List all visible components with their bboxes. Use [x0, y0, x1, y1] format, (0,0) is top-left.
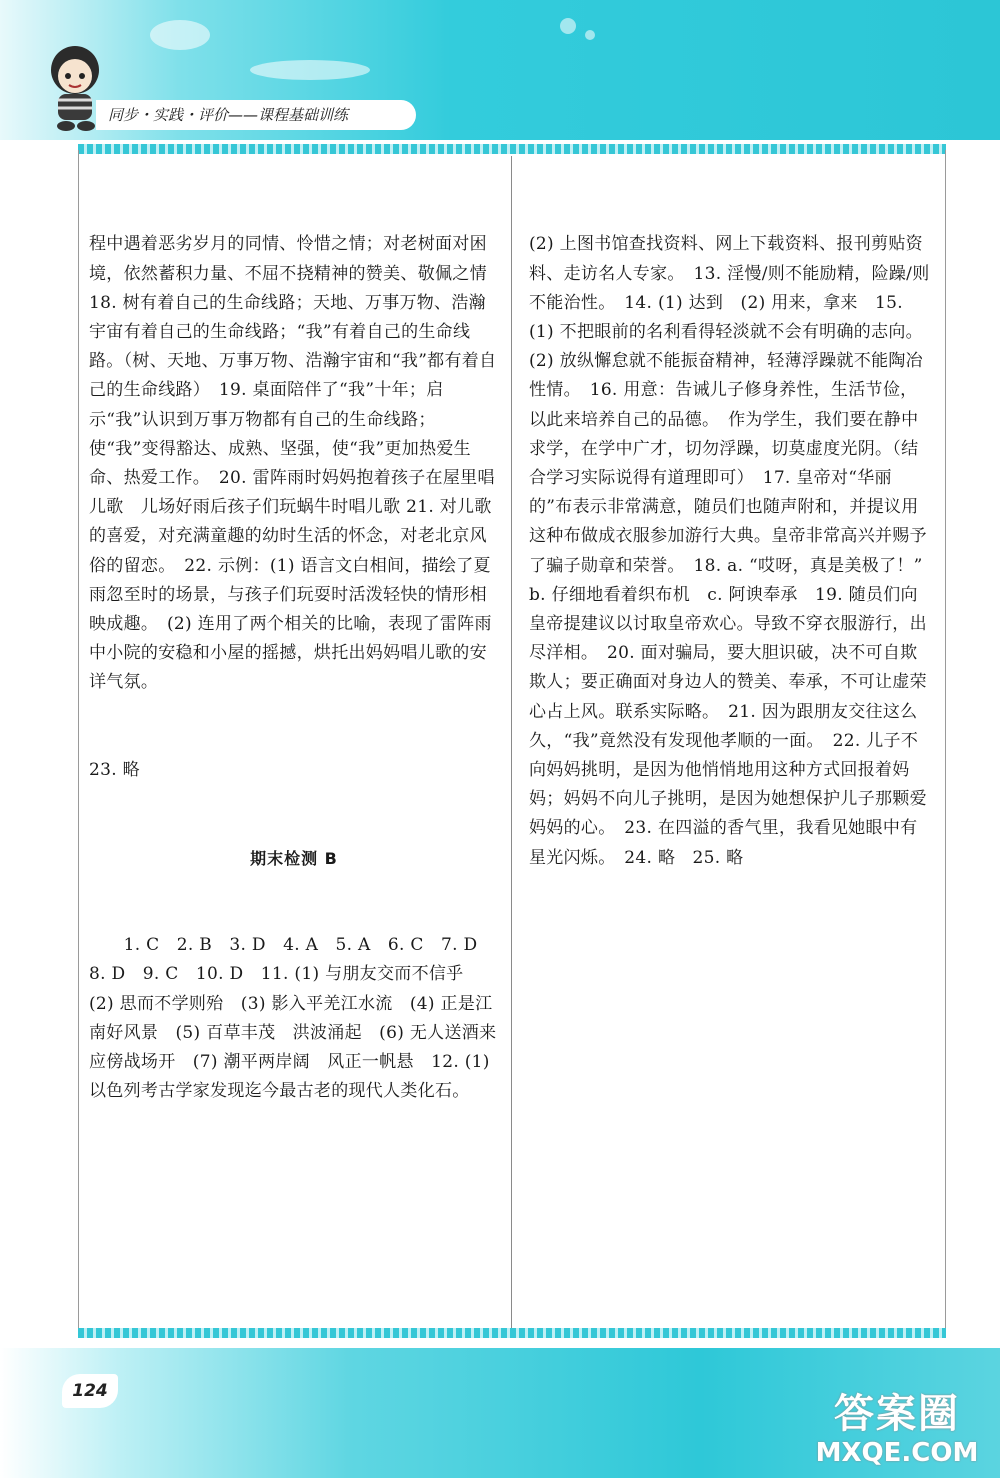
answer-paragraph: 1. C 2. B 3. D 4. A 5. A 6. C 7. D 8. D 9. C 10. D 11. (1) 与朋友交而不信乎 (2) 思而不学则殆 (3) 影入平羌江水流 (4) 正是江南好风景 (5) 百草丰茂 洪波涌起 (6) 无人送酒来 应傍战场开 (7) 潮平两岸阔 风正一帆悬 12. (1) 以色列考古学家发现迄今最古老的现代人类化石。	[89, 935, 514, 1102]
watermark-logo: 答案圈	[834, 1391, 960, 1437]
right-column	[529, 172, 940, 902]
page-number: 124	[62, 1374, 118, 1408]
left-column	[89, 172, 522, 1136]
column-divider	[511, 156, 512, 1328]
answer-paragraph: 23. 略	[89, 760, 140, 781]
answer-paragraph: (2) 上图书馆查找资料、网上下载资料、报刊剪贴资料、走访名人专家。 13. 淫慢/则不能励精，险躁/则不能治性。 14. (1) 达到 (2) 用来，拿来 15. (1) 不把眼前的名利看得轻淡就不会有明确的志向。 (2) 放纵懈怠就不能振奋精神，轻薄浮躁就不能陶冶性情。 16. 用意：告诫儿子修身养性，生活节俭，以此来培养自己的品德。 作为学生，我们要在静中求学，在学中广才，切勿浮躁，切莫虚度光阴。（结合学习实际说得有道理即可） 17. 皇帝对“华丽的”布表示非常满意，随员们也随声附和，并提议用这种布做成衣服参加游行大典。皇帝非常高兴并赐予了骗子勋章和荣誉。 18. a. “哎呀，真是美极了！” b. 仔细地看着织布机 c. 阿谀奉承 19. 随员们向皇帝提建议以讨取皇帝欢心。导致不穿衣服游行，出尽洋相。 20. 面对骗局，要大胆识破，决不可自欺欺人；要正确面对身边人的赞美、奉承，不可让虚荣心占上风。联系实际略。 21. 因为跟朋友交往这么久，“我”竟然没有发现他孝顺的一面。 22. 儿子不向妈妈挑明，是因为他悄悄地用这种方式回报着妈妈；妈妈不向儿子挑明，是因为她想保护儿子那颗爱妈妈的心。 23. 在四溢的香气里，我看见她眼中有星光闪烁。 24. 略 25. 略	[529, 234, 940, 868]
bottom-decorative-rule	[78, 1328, 946, 1338]
watermark-url: MXQE.COM	[815, 1438, 979, 1468]
answer-paragraph: 程中遇着恶劣岁月的同情、怜惜之情；对老树面对困境，依然蓄积力量、不屈不挠精神的赞美、敬佩之情 18. 树有着自己的生命线路；天地、万事万物、浩瀚宇宙有着自己的生命线路；“我”有着自己的生命线路。（树、天地、万事万物、浩瀚宇宙和“我”都有着自己的生命线路） 19. 桌面陪伴了“我”十年；启示“我”认识到万事万物都有自己的生命线路；使“我”变得豁达、成熟、坚强，使“我”更加热爱生命、热爱工作。 20. 雷阵雨时妈妈抱着孩子在屋里唱儿歌 儿场好雨后孩子们玩蜗牛时唱儿歌 21. 对儿歌的喜爱，对充满童趣的幼时生活的怀念，对老北京风俗的留恋。 22. 示例：(1) 语言文白相间，描绘了夏雨忽至时的场景，与孩子们玩耍时活泼轻快的情形相映成趣。 (2) 连用了两个相关的比喻，表现了雷阵雨中小院的安稳和小屋的摇撼，烘托出妈妈唱儿歌的安详气氛。	[89, 234, 522, 693]
watermark	[812, 1390, 982, 1472]
section-heading: 期末检测 B	[250, 848, 338, 868]
series-title: 同步・实践・评价——课程基础训练	[96, 100, 416, 130]
